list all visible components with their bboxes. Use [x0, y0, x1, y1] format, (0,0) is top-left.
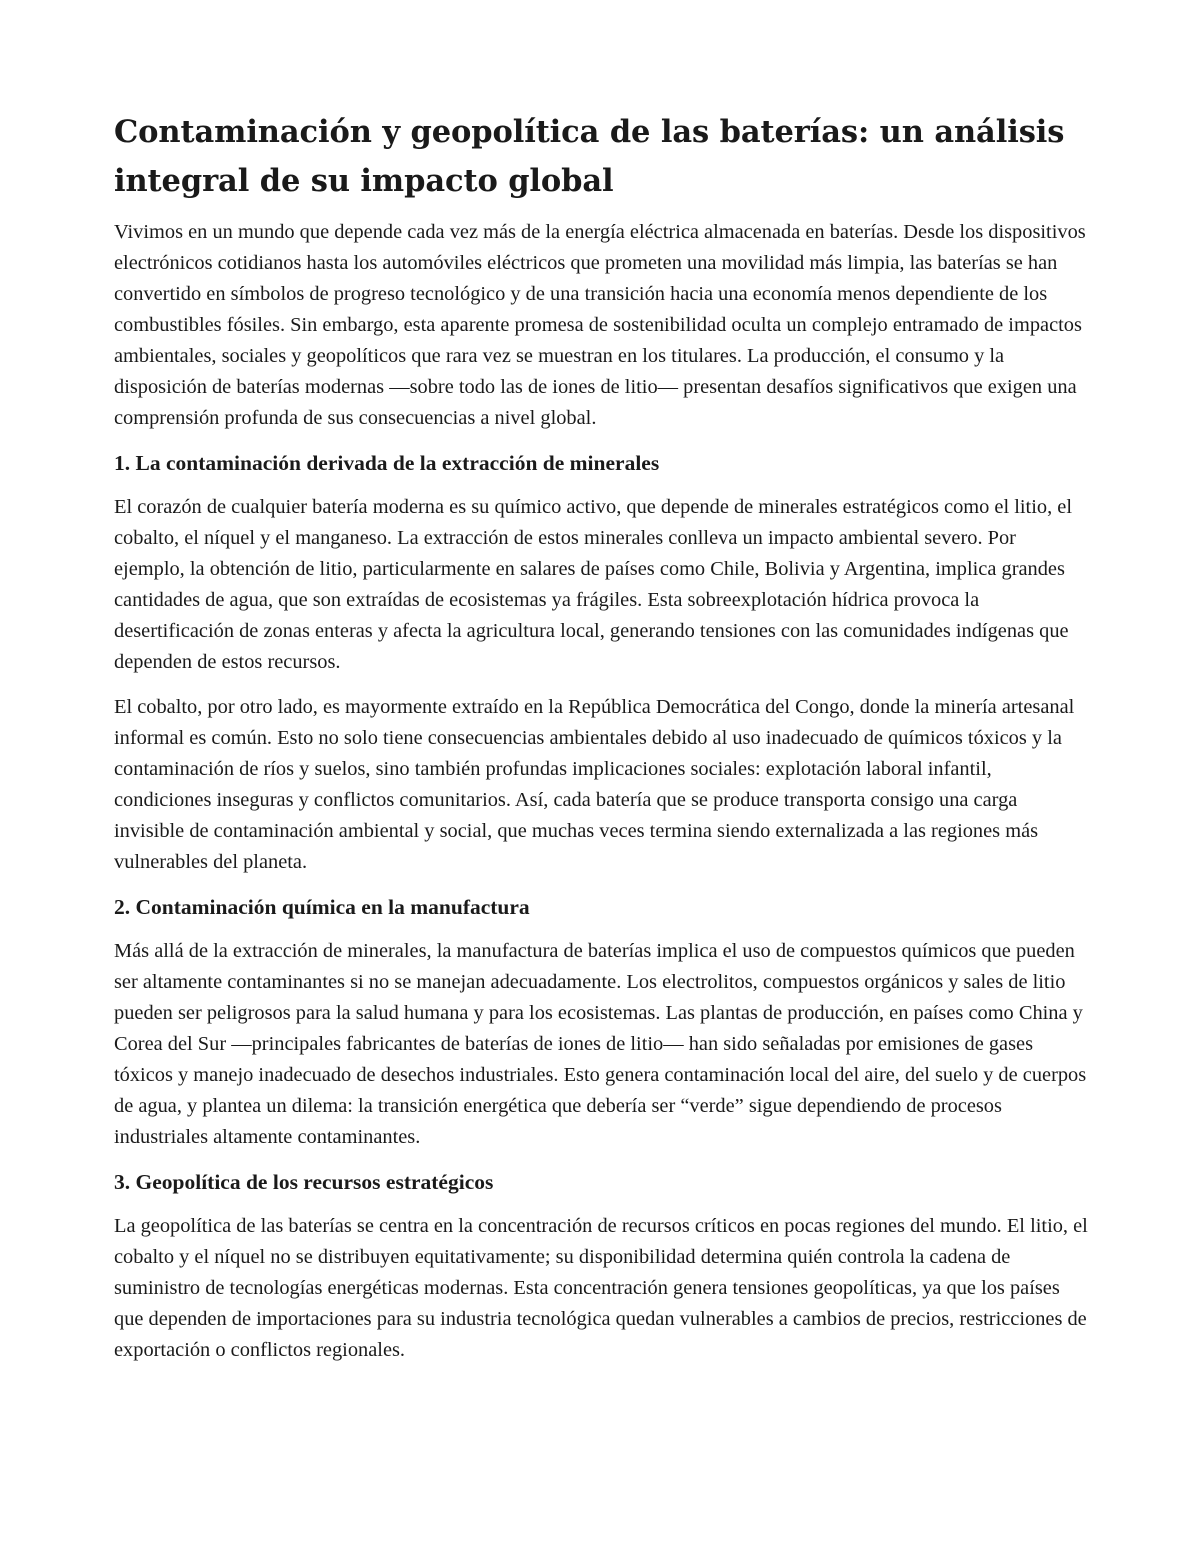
section-heading-2: 2. Contaminación química en la manufactura [114, 895, 530, 919]
section-1-paragraph-1: El corazón de cualquier batería moderna es su químico activo, que depende de minerales estratégicos como el litio, el cobalto, el níquel y el manganeso. La extracción de estos minerales conlleva un impacto ambiental severo. Por ejemplo, la obtención de litio, particularmente en salares de países como Chile, Bolivia y Argentina, implica grandes cantidades de agua, que son extraídas de ecosistemas ya frágiles. Esta sobreexplotación hídrica provoca la desertificación de zonas enteras y afecta la agricultura local, generando tensiones con las comunidades indígenas que dependen de estos recursos. [114, 496, 1072, 673]
section-heading-3: 3. Geopolítica de los recursos estratégicos [114, 1170, 494, 1194]
section-2-paragraph-1: Más allá de la extracción de minerales, la manufactura de baterías implica el uso de compuestos químicos que pueden ser altamente contaminantes si no se manejan adecuadamente. Los electrolitos, compuestos orgánicos y sales de litio pueden ser peligrosos para la salud humana y para los ecosistemas. Las plantas de producción, en países como China y Corea del Sur —principales fabricantes de baterías de iones de litio— han sido señaladas por emisiones de gases tóxicos y manejo inadecuado de desechos industriales. Esto genera contaminación local del aire, del suelo y de cuerpos de agua, y plantea un dilema: la transición energética que debería ser “verde” sigue dependiendo de procesos industriales altamente contaminantes. [114, 940, 1087, 1148]
section-1-paragraph-2: El cobalto, por otro lado, es mayormente extraído en la República Democrática del Congo, donde la minería artesanal informal es común. Esto no solo tiene consecuencias ambientales debido al uso inadecuado de químicos tóxicos y la contaminación de ríos y suelos, sino también profundas implicaciones sociales: explotación laboral infantil, condiciones inseguras y conflictos comunitarios. Así, cada batería que se produce transporta consigo una carga invisible de contaminación ambiental y social, que muchas veces termina siendo externalizada a las regiones más vulnerables del planeta. [114, 696, 1075, 873]
section-3-paragraph-1: La geopolítica de las baterías se centra en la concentración de recursos críticos en pocas regiones del mundo. El litio, el cobalto y el níquel no se distribuyen equitativamente; su disponibilidad determina quién controla la cadena de suministro de tecnologías energéticas modernas. Esta concentración genera tensiones geopolíticas, ya que los países que dependen de importaciones para su industria tecnológica quedan vulnerables a cambios de precios, restricciones de exportación o conflictos regionales. [114, 1215, 1088, 1361]
document-page [114, 108, 1090, 1380]
document-title: Contaminación y geopolítica de las baterías: un análisis integral de su impacto global [114, 114, 1065, 199]
intro-paragraph: Vivimos en un mundo que depende cada vez más de la energía eléctrica almacenada en baterías. Desde los dispositivos electrónicos cotidianos hasta los automóviles eléctricos que prometen una movilidad más limpia, las baterías se han convertido en símbolos de progreso tecnológico y de una transición hacia una economía menos dependiente de los combustibles fósiles. Sin embargo, esta aparente promesa de sostenibilidad oculta un complejo entramado de impactos ambientales, sociales y geopolíticos que rara vez se muestran en los titulares. La producción, el consumo y la disposición de baterías modernas —sobre todo las de iones de litio— presentan desafíos significativos que exigen una comprensión profunda de sus consecuencias a nivel global. [114, 221, 1086, 429]
section-heading-1: 1. La contaminación derivada de la extracción de minerales [114, 451, 660, 475]
